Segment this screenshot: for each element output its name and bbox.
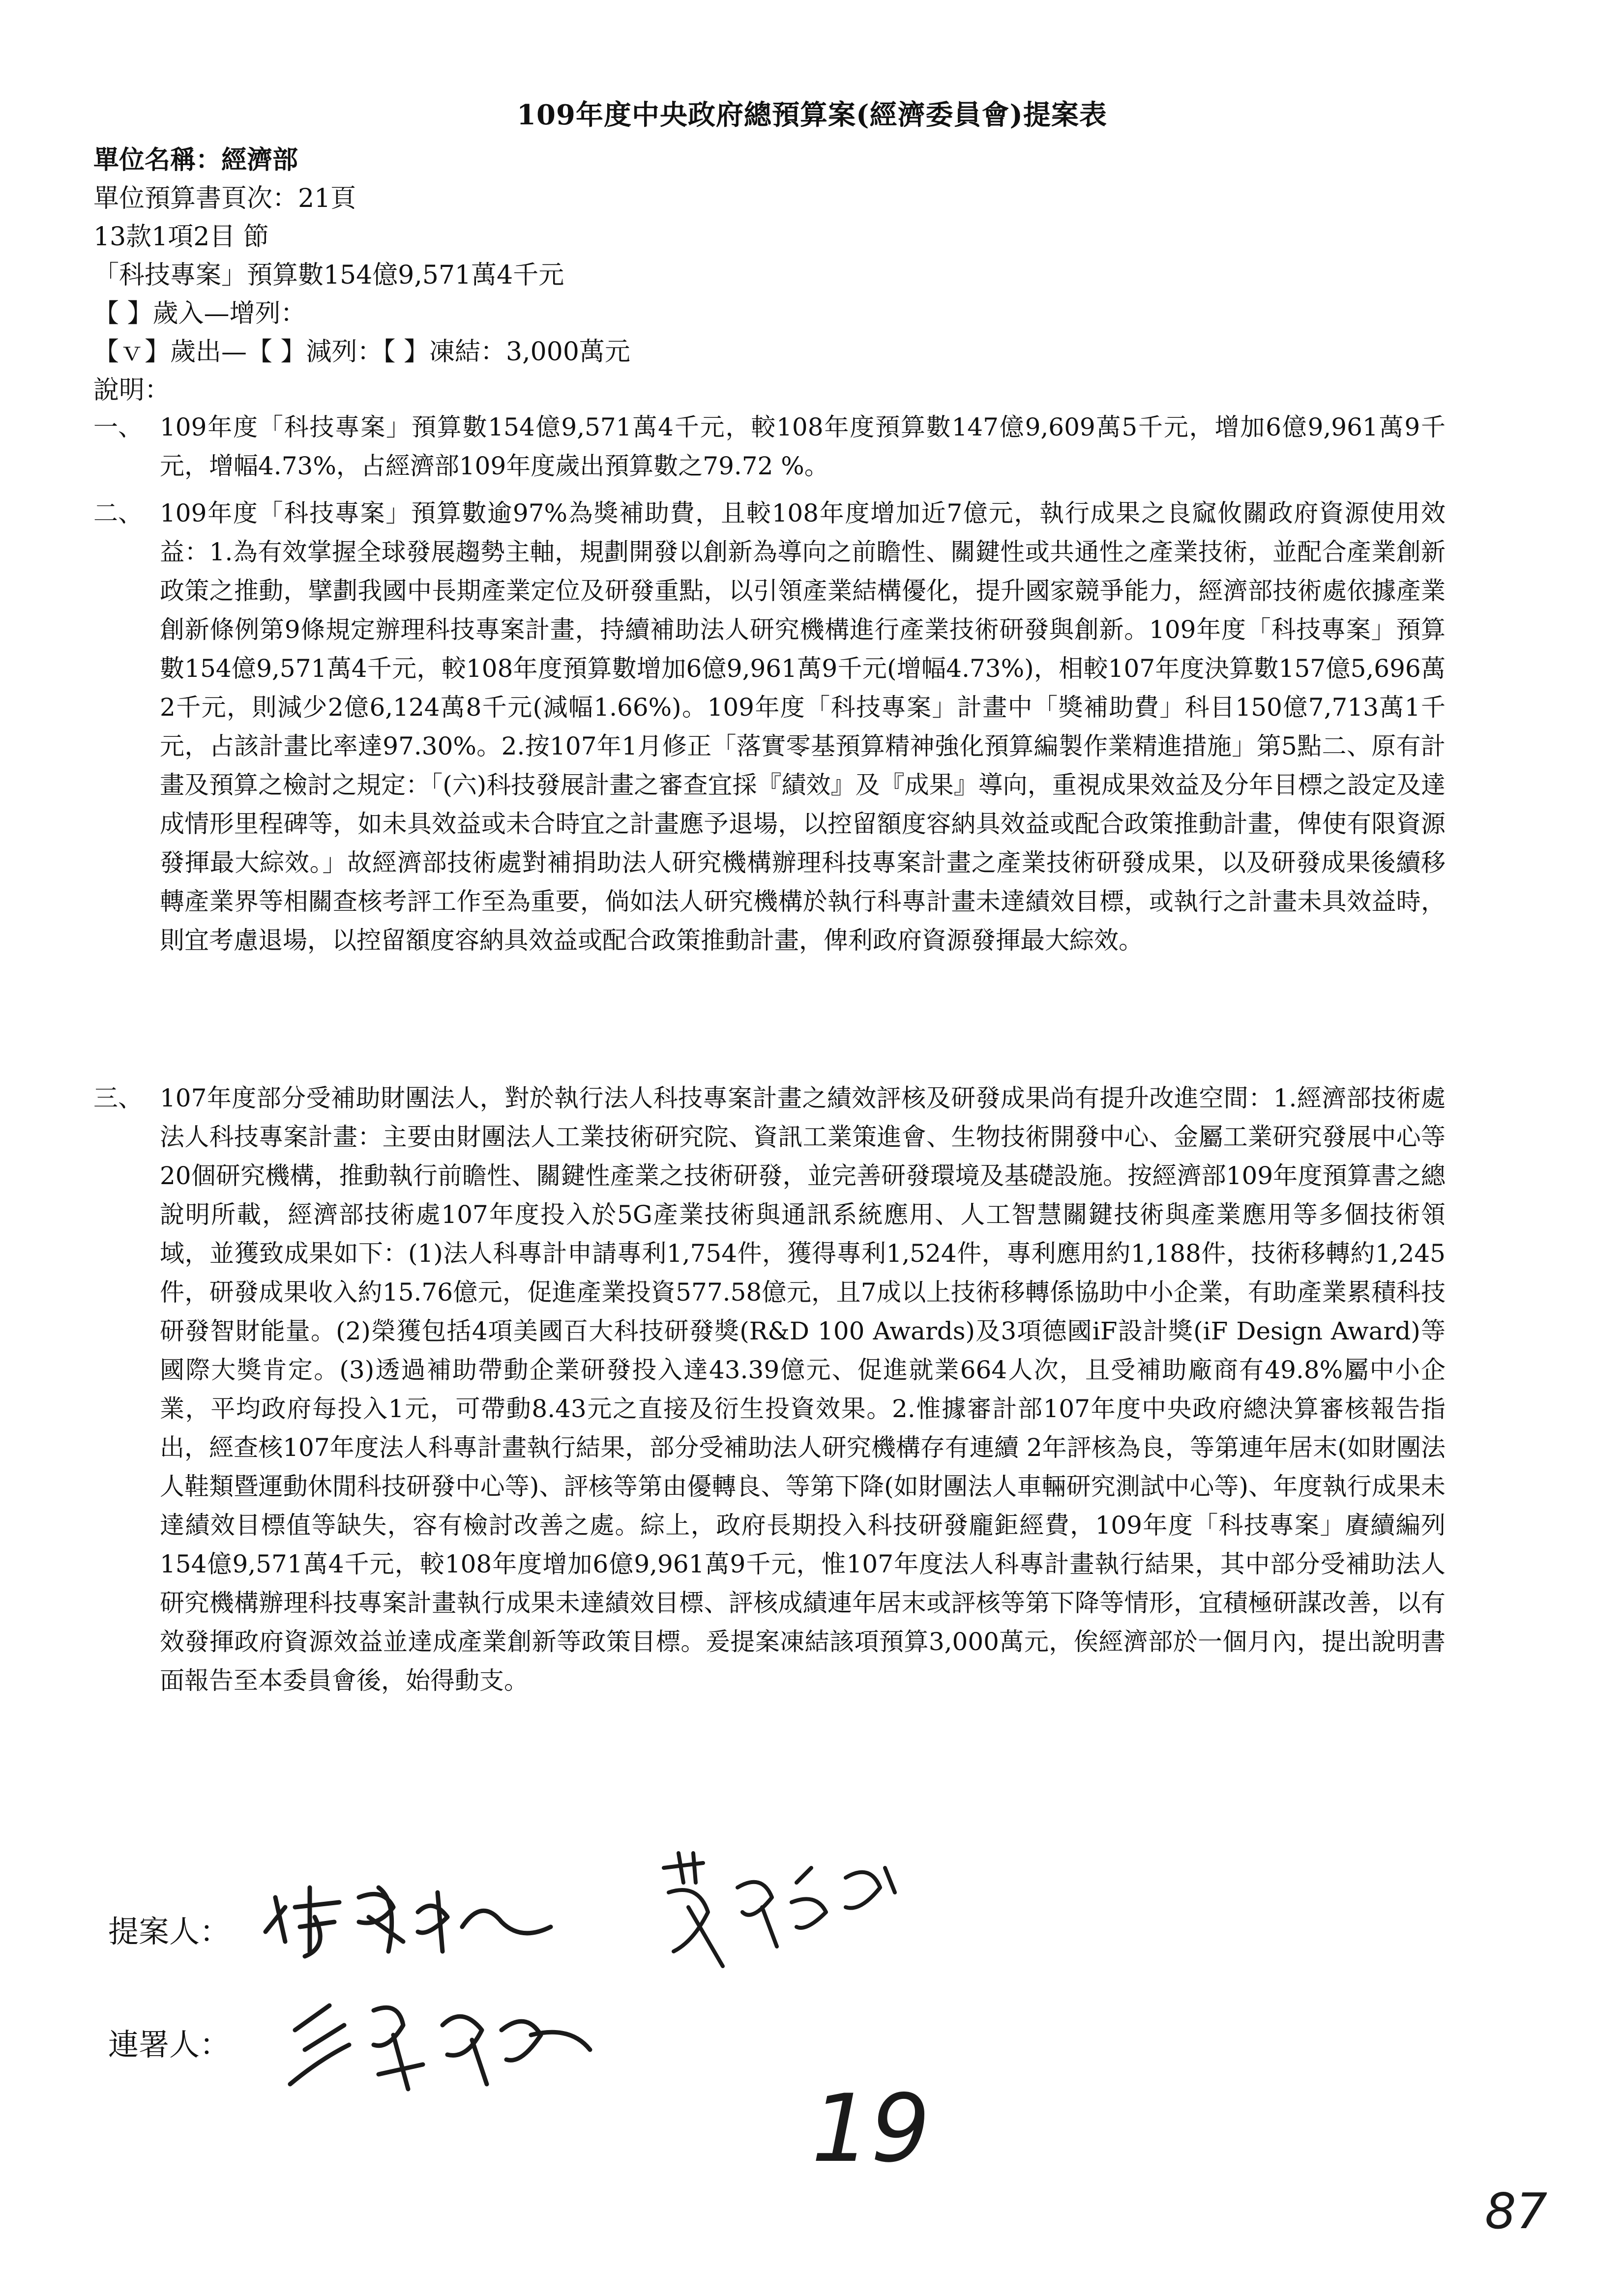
item-text: 109年度「科技專案」預算數154億9,571萬4千元，較108年度預算數147億9,609萬5千元，增加6億9,961萬9千元，增幅4.73%，占經濟部109年度歲出預算數之79.72 %。: [160, 413, 1446, 480]
cosigner-label: 連署人：: [108, 2027, 231, 2063]
document-title: 109年度中央政府總預算案(經濟委員會)提案表: [517, 99, 1107, 131]
budget-item-ref: 13款1項2目 節: [93, 222, 269, 252]
handwritten-number: 19: [811, 2074, 930, 2183]
budget-page-ref: 單位預算書頁次：21頁: [93, 184, 356, 213]
item-text: 107年度部分受補助財團法人，對於執行法人科技專案計畫之績效評核及研發成果尚有提升改進空間：1.經濟部技術處法人科技專案計畫：主要由財團法人工業技術研究院、資訊工業策進會、生物技術開發中心、金屬工業研究發展中心等20個研究機構，推動執行前瞻性、關鍵性產業之技術研發，並完善研發環境及基礎設施。按經濟部109年度預算書之總說明所載，經濟部技術處107年度投入於5G產業技術與通訊系統應用、人工智慧關鍵技術與產業應用等多個技術領域，並獲致成果如下：(1)法人科專計申請專利1,754件，獲得專利1,524件，專利應用約1,188件，技術移轉約1,245件，研發成果收入約15.76億元，促進產業投資577.58億元，且7成以上技術移轉係協助中小企業，有助產業累積科技研發智財能量。(2)榮獲包括4項美國百大科技研發獎(R&D 100 Awards)及3項德國iF設計獎(iF Design Award)等國際大獎肯定。(3)透過補助帶動企業研發投入達43.39億元、促進就業664人次，且受補助廠商有49.8%屬中小企業，平均政府每投入1元，可帶動8.43元之直接及衍生投資效果。2.惟據審計部107年度中央政府總決算審核報告指出，經查核107年度法人科專計畫執行結果，部分受補助法人研究機構存有連續 2年評核為良，等第連年居末(如財團法人鞋類暨運動休閒科技研發中心等)、評核等第由優轉良、等第下降(如財團法人車輛研究測試中心等)、年度執行成果未達績效目標值等缺失，容有檢討改善之處。綜上，政府長期投入科技研發龐鉅經費，109年度「科技專案」賡續編列154億9,571萬4千元，較108年度增加6億9,961萬9千元，惟107年度法人科專計畫執行結果，其中部分受補助法人研究機構辦理科技專案計畫執行成果未達績效目標、評核成績連年居末或評核等第下降等情形，宜積極研謀改善，以有效發揮政府資源效益並達成產業創新等政策目標。爰提案凍結該項預算3,000萬元，俟經濟部於一個月內，提出說明書面報告至本委員會後，始得動支。: [160, 1084, 1446, 1695]
page-mark: 87: [1485, 2182, 1548, 2240]
explanation-item-2: [93, 494, 1446, 960]
cosigner-signature-image-2: [275, 1976, 610, 2104]
unit-name: 單位名稱：經濟部: [93, 145, 298, 175]
cosigner-signature-image-1: [649, 1838, 924, 1976]
revenue-line: 【 】歲入—增列：: [93, 299, 306, 328]
explanation-item-1: [93, 408, 1446, 486]
budget-amount: 「科技專案」預算數154億9,571萬4千元: [93, 261, 564, 290]
item-number: 二、: [93, 499, 143, 527]
explanation-label: 說明：: [93, 376, 171, 405]
proposer-label: 提案人：: [108, 1914, 231, 1949]
item-text: 109年度「科技專案」預算數逾97%為獎補助費，且較108年度增加近7億元，執行成果之良窳攸關政府資源使用效益：1.為有效掌握全球發展趨勢主軸，規劃開發以創新為導向之前瞻性、關鍵性或共通性之產業技術，並配合產業創新政策之推動，擘劃我國中長期產業定位及研發重點，以引領產業結構優化，提升國家競爭能力，經濟部技術處依據產業創新條例第9條規定辦理科技專案計畫，持續補助法人研究機構進行產業技術研發與創新。109年度「科技專案」預算數154億9,571萬4千元，較108年度預算數增加6億9,961萬9千元(增幅4.73%)，相較107年度決算數157億5,696萬2千元，則減少2億6,124萬8千元(減幅1.66%)。109年度「科技專案」計畫中「獎補助費」科目150億7,713萬1千元，占該計畫比率達97.30%。2.按107年1月修正「落實零基預算精神強化預算編製作業精進措施」第5點二、原有計畫及預算之檢討之規定：「(六)科技發展計畫之審查宜採『績效』及『成果』導向，重視成果效益及分年目標之設定及達成情形里程碑等，如未具效益或未合時宜之計畫應予退場，以控留額度容納具效益或配合政策推動計畫，俾使有限資源發揮最大綜效。」故經濟部技術處對補捐助法人研究機構辦理科技專案計畫之產業技術研發成果，以及研發成果後續移轉產業界等相關查核考評工作至為重要，倘如法人研究機構於執行科專計畫未達績效目標，或執行之計畫未具效益時，則宜考慮退場，以控留額度容納具效益或配合政策推動計畫，俾利政府資源發揮最大綜效。: [160, 499, 1446, 955]
item-number: 一、: [93, 413, 143, 441]
item-number: 三、: [93, 1084, 143, 1112]
expense-freeze-line: 【ｖ】歲出—【 】減列：【 】凍結：3,000萬元: [93, 337, 630, 367]
explanation-item-3: [93, 1079, 1446, 1700]
proposer-signature-image: [256, 1868, 570, 1966]
